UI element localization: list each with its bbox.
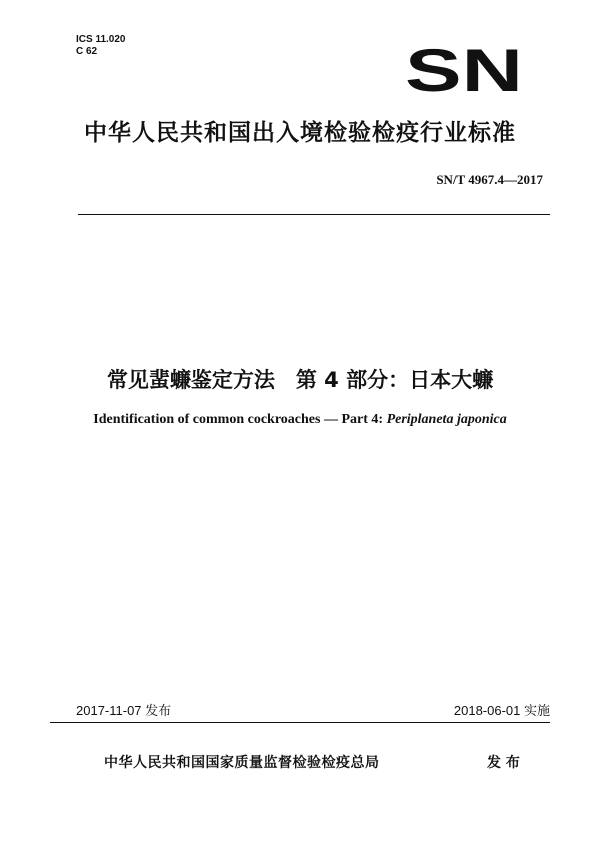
english-title-prefix: Identification of common cockroaches — Part 4: bbox=[93, 412, 387, 427]
issuing-authority: 中华人民共和国国家质量监督检验检疫总局 bbox=[104, 755, 380, 771]
release-date: 2017-11-07 发布 bbox=[76, 703, 172, 718]
standard-category-title: 中华人民共和国出入境检验检疫行业标准 bbox=[84, 120, 516, 146]
document-title-english bbox=[0, 412, 600, 428]
standard-number: SN/T 4967.4—2017 bbox=[436, 172, 543, 187]
header-divider bbox=[78, 214, 550, 215]
footer-divider bbox=[50, 722, 550, 723]
sn-logo-text: SN bbox=[405, 46, 523, 92]
document-title-chinese: 常见蜚蠊鉴定方法 第 4 部分：日本大蠊 bbox=[106, 368, 494, 392]
classification-codes bbox=[76, 34, 125, 58]
sn-logo bbox=[404, 46, 524, 92]
effective-date: 2018-06-01 实施 bbox=[453, 703, 550, 718]
issue-label: 发 布 bbox=[487, 755, 520, 771]
english-title-species: Periplaneta japonica bbox=[386, 412, 507, 427]
ics-code: ICS 11.020 bbox=[76, 34, 126, 45]
class-code: C 62 bbox=[76, 46, 98, 57]
